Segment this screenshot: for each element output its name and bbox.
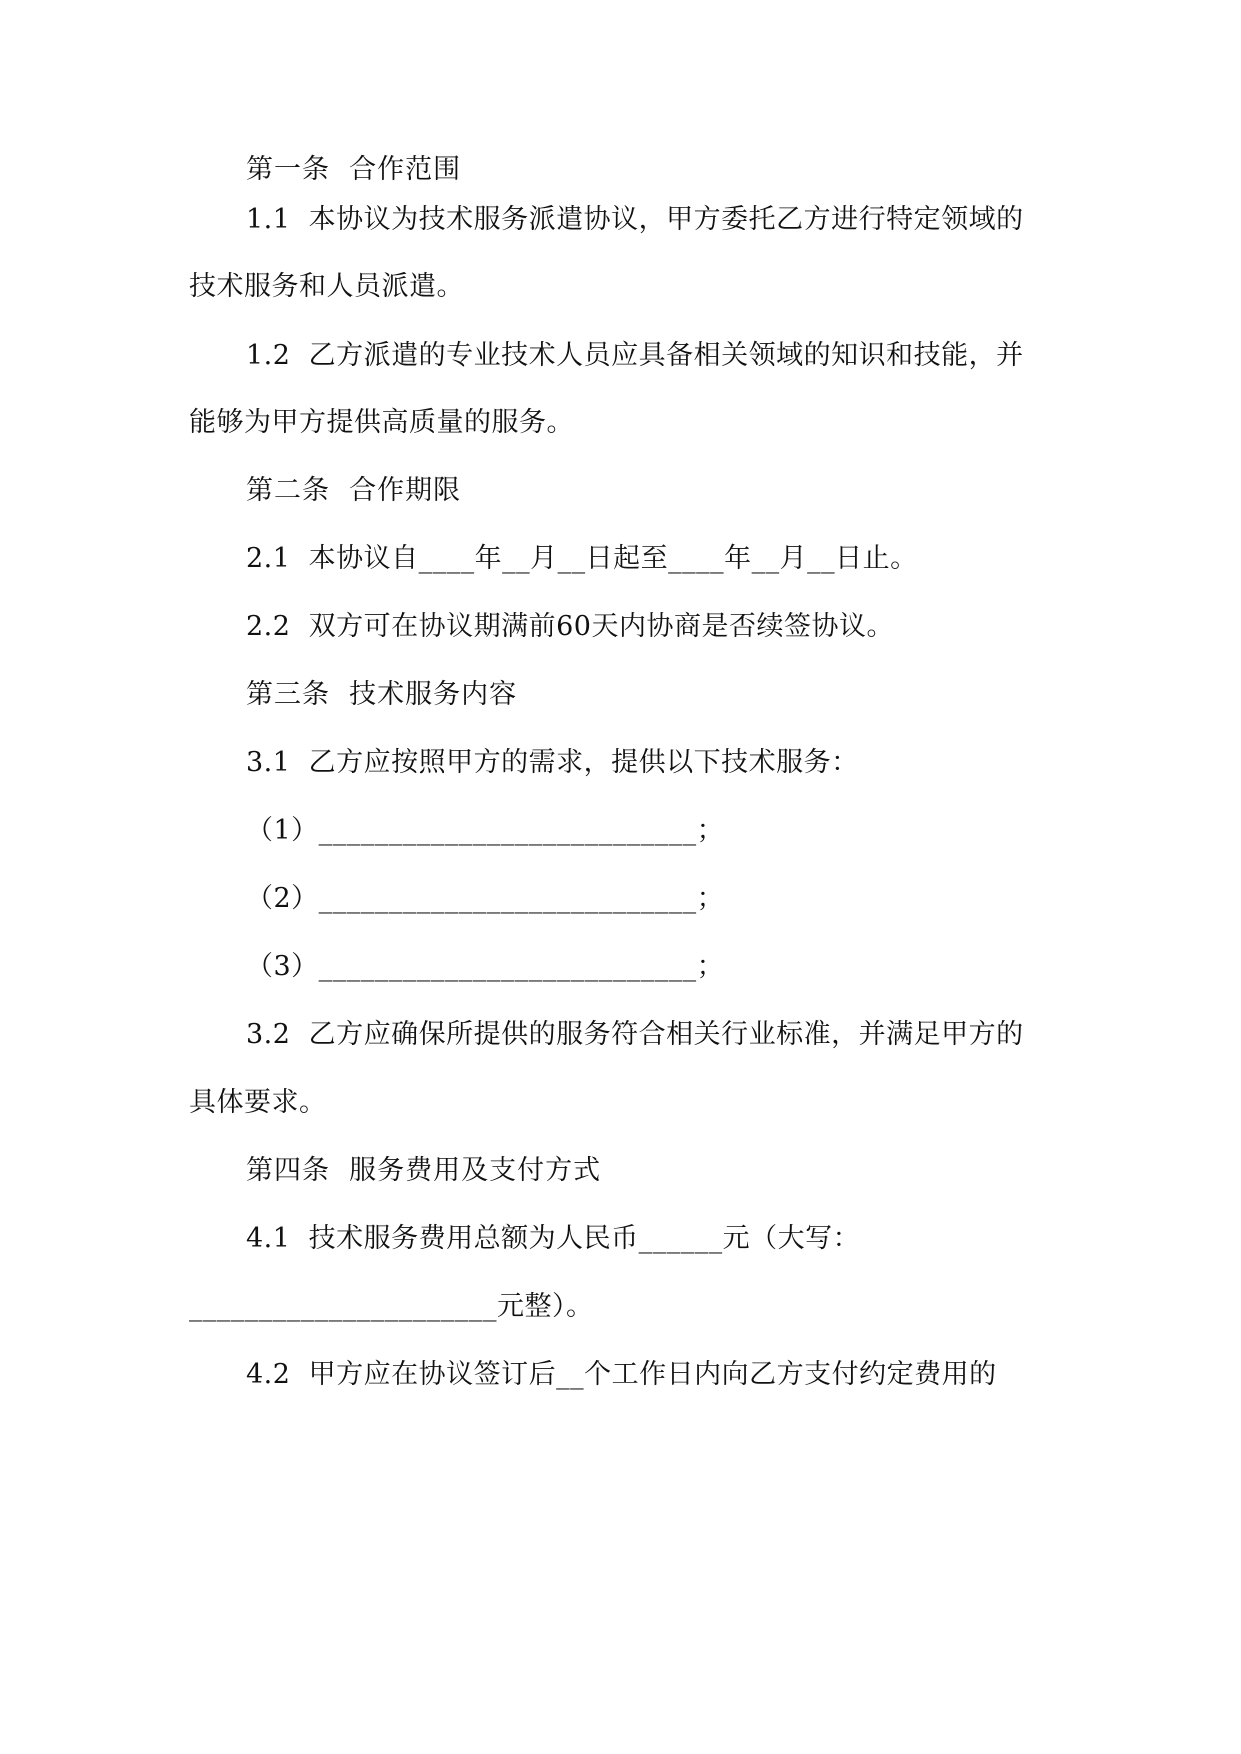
clause-1-2-line-1: 1.2 乙方派遣的专业技术人员应具备相关领域的知识和技能，并 <box>246 340 1024 371</box>
clause-4-2-line-1: 4.2 甲方应在协议签订后__个工作日内向乙方支付约定费用的 <box>246 1359 997 1390</box>
article-1-heading: 第一条 合作范围 <box>246 154 462 185</box>
clause-3-1: 3.1 乙方应按照甲方的需求，提供以下技术服务： <box>246 747 859 778</box>
clause-3-2-line-1: 3.2 乙方应确保所提供的服务符合相关行业标准，并满足甲方的 <box>246 1019 1024 1050</box>
clause-2-2: 2.2 双方可在协议期满前60天内协商是否续签协议。 <box>246 611 894 642</box>
clause-1-1-line-2: 技术服务和人员派遣。 <box>189 271 464 302</box>
clause-2-1: 2.1 本协议自____年__月__日起至____年__月__日止。 <box>246 543 918 574</box>
clause-1-1-line-1: 1.1 本协议为技术服务派遣协议，甲方委托乙方进行特定领域的 <box>246 204 1024 235</box>
article-2-heading: 第二条 合作期限 <box>246 475 462 506</box>
clause-4-1-line-2: ______________________元整）。 <box>189 1291 594 1322</box>
article-4-heading: 第四条 服务费用及支付方式 <box>246 1155 602 1186</box>
service-item-2: （2）___________________________； <box>246 883 725 914</box>
clause-1-2-line-2: 能够为甲方提供高质量的服务。 <box>189 407 574 438</box>
service-item-1: （1）___________________________； <box>246 815 725 846</box>
article-3-heading: 第三条 技术服务内容 <box>246 679 518 710</box>
clause-3-2-line-2: 具体要求。 <box>189 1087 327 1118</box>
clause-4-1-line-1: 4.1 技术服务费用总额为人民币______元（大写： <box>246 1223 861 1254</box>
service-item-3: （3）___________________________； <box>246 951 725 982</box>
